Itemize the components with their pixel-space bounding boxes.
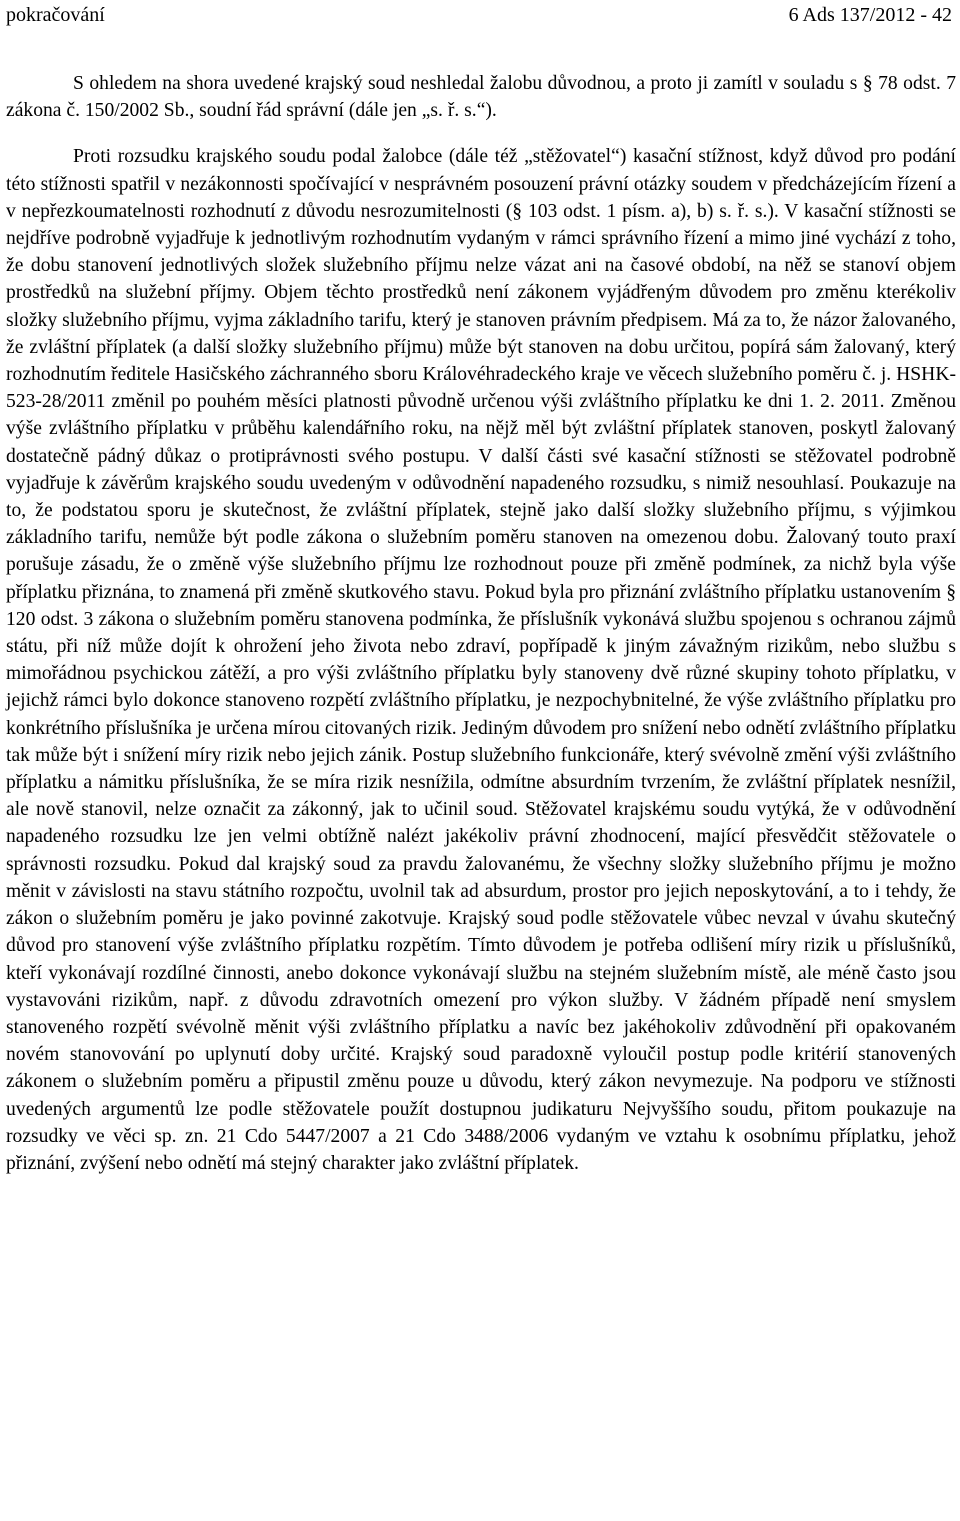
- document-page: [6, 0, 956, 1177]
- header-continuation-label: pokračování: [6, 4, 105, 26]
- page-header: [6, 0, 956, 42]
- paragraph-dismissal: S ohledem na shora uvedené krajský soud neshledal žalobu důvodnou, a proto ji zamítl v souladu s § 78 odst. 7 zákona č. 150/2002 Sb., soudní řád správní (dále jen „s. ř. s.“).: [6, 73, 956, 122]
- paragraph-cassation-complaint: Proti rozsudku krajského soudu podal žalobce (dále též „stěžovatel“) kasační stížnost, když důvod pro podání této stížnosti spatřil v nezákonnosti spočívající v nesprávném posouzení právní otázky soudem v předcházejícím řízení a v nepřezkoumatelnosti rozhodnutí z důvodu nesrozumitelnosti (§ 103 odst. 1 písm. a), b) s. ř. s.). V kasační stížnosti se nejdříve podrobně vyjadřuje k jednotlivým rozhodnutím vydaným v rámci správního řízení a mimo jiné vychází z toho, že dobu stanovení jednotlivých složek služebního příjmu nelze vázat ani na časové období, na něž se stanoví objem prostředků na služební příjmy. Objem těchto prostředků není zákonem vyjádřeným důvodem pro změnu kterékoliv složky služebního příjmu, vyjma základního tarifu, který je stanoven právním předpisem. Má za to, že názor žalovaného, že zvláštní příplatek (a další složky služebního příjmu) může být stanoven na dobu určitou, popírá sám žalovaný, který rozhodnutím ředitele Hasičského záchranného sboru Královéhradeckého kraje ve věcech služebního poměru č. j. HSHK-523-28/2011 změnil po pouhém měsíci platnosti původně určenou výši zvláštního příplatku ke dni 1. 2. 2011. Změnou výše zvláštního příplatku v průběhu kalendářního roku, na nějž měl být zvláštní příplatek stanoven, poskytl žalovaný dostatečně pádný důkaz o protiprávnosti svého postupu. V další části své kasační stížnosti se stěžovatel podrobně vyjadřuje k závěrům krajského soudu uvedeným v odůvodnění napadeného rozsudku, s nimiž nesouhlasí. Poukazuje na to, že podstatou sporu je skutečnost, že zvláštní příplatek, stejně jako další složky služebního příjmu, s výjimkou základního tarifu, nemůže být podle zákona o služebním poměru stanoven na omezenou dobu. Žalovaný touto praxí porušuje zásadu, že o změně výše služebního příjmu lze rozhodnout pouze při změně podmínek, za nichž byla výše příplatku přiznána, to znamená při změně skutkového stavu. Pokud byla pro přiznání zvláštního příplatku ustanovením § 120 odst. 3 zákona o služebním poměru stanovena podmínka, že příslušník vykonává službu spojenou s ochranou zájmů státu, při níž může dojít k ohrožení jeho života nebo zdraví, popřípadě k jiným závažným rizikům, nebo službu s mimořádnou psychickou zátěží, a pro výši zvláštního příplatku byly stanoveny dvě různé skupiny tohoto příplatku, v jejichž rámci bylo dokonce stanoveno rozpětí zvláštního příplatku, je nezpochybnitelné, že výše zvláštního příplatku pro konkrétního příslušníka je určena mírou citovaných rizik. Jediným důvodem pro snížení nebo odnětí zvláštního příplatku tak může být i snížení míry rizik nebo jejich zánik. Postup služebního funkcionáře, který svévolně změní výši zvláštního příplatku a námitku příslušníka, že se míra rizik nesnížila, odmítne absurdním tvrzením, že zvláštní příplatek nesnížil, ale nově stanovil, nelze označit za zákonný, jak to učinil soud. Stěžovatel krajskému soudu vytýká, že v odůvodnění napadeného rozsudku lze jen velmi obtížně nalézt jakékoliv právní zhodnocení, mající přesvědčit stěžovatele o správnosti rozsudku. Pokud dal krajský soud za pravdu žalovanému, že všechny složky služebního příjmu je možno měnit v závislosti na stavu státního rozpočtu, uvolnil tak ad absurdum, prostor pro jejich neposkytování, a to i tehdy, že zákon o služebním poměru je jako povinné zakotvuje. Krajský soud podle stěžovatele vůbec nevzal v úvahu skutečný důvod pro stanovení výše zvláštního příplatku rozpětím. Tímto důvodem je potřeba odlišení míry rizik u příslušníků, kteří vykonávají rozdílné činnosti, anebo dokonce vykonávají službu na stejném služebním místě, ale méně často jsou vystavováni rizikům, např. z důvodu zdravotních omezení pro výkon služby. V žádném případě není smyslem stanoveného rozpětí svévolně měnit výši zvláštního příplatku a navíc bez jakéhokoliv zdůvodnění při opakovaném novém stanovování po uplynutí doby určité. Krajský soud paradoxně vyloučil postup podle kritérií stanovených zákonem o služebním poměru a připustil změnu pouze u důvodu, který zákon nevymezuje. Na podporu ve stížnosti uvedených argumentů lze podle stěžovatele použít dostupnou judikaturu Nejvyššího soudu, přitom poukazuje na rozsudky ve věci sp. zn. 21 Cdo 5447/2007 a 21 Cdo 3488/2006 vydaným ve vztahu k osobnímu příplatku, jehož přiznání, zvýšení nebo odnětí má stejný charakter jako zvláštní příplatek.: [6, 146, 956, 1174]
- header-case-number: 6 Ads 137/2012 - 42: [788, 4, 952, 26]
